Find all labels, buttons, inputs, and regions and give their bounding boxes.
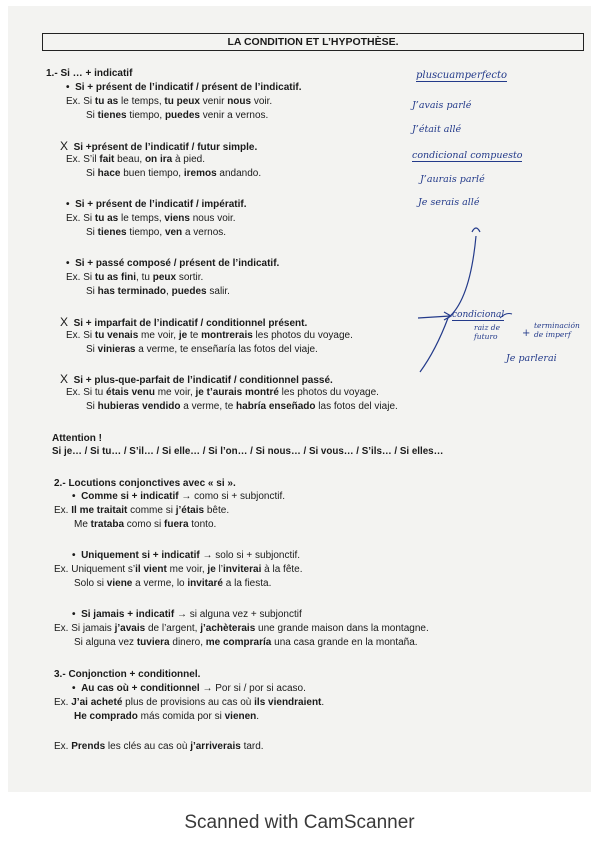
s2-item2-ex-es: Solo si viene a verme, lo invitaré a la fiesta.	[74, 578, 272, 589]
cross-mark-icon: X	[60, 315, 69, 329]
handwritten-note: raiz de futuro	[474, 323, 501, 341]
s3-ex1-fr: Ex. J’ai acheté plus de provisions au cas où ils viendraient.	[54, 697, 325, 708]
s1-item6-ex-fr: Ex. Si tu étais venu me voir, je t’aurais montré les photos du voyage.	[66, 387, 379, 398]
s1-item5-ex-fr: Ex. Si tu venais me voir, je te montrerais les photos du voyage.	[66, 330, 353, 341]
s1-item5-ex-es: Si vinieras a verme, te enseñaría las fotos del viaje.	[86, 344, 318, 355]
handwritten-note-condicional: condicional	[452, 310, 505, 320]
s3-ex1-es: He comprado más comida por si vienen.	[74, 711, 260, 722]
bullet-icon: •	[72, 550, 76, 561]
handwritten-note-condicional-compuesto: condicional compuesto	[412, 150, 523, 161]
s1-item3-ex-es: Si tienes tiempo, ven a vernos.	[86, 227, 227, 238]
s1-item1-ex-fr: Ex. Si tu as le temps, tu peux venir nous voir.	[66, 96, 273, 107]
s2-item3-ex-es: Si alguna vez tuviera dinero, me compraría una casa grande en la montaña.	[74, 637, 418, 648]
handwritten-note: J’avais parlé	[412, 100, 472, 111]
s2-item1-rule: • Comme si + indicatif → como si + subjonctif.	[72, 491, 286, 502]
handwritten-plus: +	[522, 328, 531, 339]
s2-item3-rule: • Si jamais + indicatif → si alguna vez + subjonctif	[72, 609, 302, 620]
s1-item4-ex-es: Si has terminado, puedes salir.	[86, 286, 230, 297]
footer-watermark: Scanned with CamScanner	[184, 812, 415, 833]
s2-item2-ex-fr: Ex. Uniquement s’il vient me voir, je l’inviterai à la fête.	[54, 564, 303, 575]
s1-item4-rule: • Si + passé composé / présent de l’indicatif.	[66, 258, 280, 269]
attention-line: Si je… / Si tu… / S’il… / Si elle… / Si l’on… / Si nous… / Si vous… / S’ils… / Si elles…	[52, 446, 444, 457]
s1-item4-ex-fr: Ex. Si tu as fini, tu peux sortir.	[66, 272, 204, 283]
s1-item2-rule: X Si +présent de l’indicatif / futur simple.	[60, 139, 258, 153]
handwritten-note: J’était allé	[412, 124, 462, 135]
section2-heading: 2.- Locutions conjonctives avec « si ».	[54, 478, 236, 489]
bullet-icon: •	[72, 491, 76, 502]
s1-item5-rule: X Si + imparfait de l’indicatif / conditionnel présent.	[60, 315, 308, 329]
s2-item3-ex-fr: Ex. Si jamais j’avais de l’argent, j’achèterais une grande maison dans la montagne.	[54, 623, 429, 634]
bullet-icon: •	[66, 258, 70, 269]
bullet-icon: •	[66, 199, 70, 210]
section3-heading: 3.- Conjonction + conditionnel.	[54, 669, 201, 680]
s1-item1-rule: • Si + présent de l’indicatif / présent de l’indicatif.	[66, 82, 302, 93]
s3-rule: • Au cas où + conditionnel → Por si / por si acaso.	[72, 683, 306, 694]
section1-heading: 1.- Si … + indicatif	[46, 68, 133, 79]
s2-item1-ex-fr: Ex. Il me traitait comme si j’étais bête.	[54, 505, 230, 516]
s1-item2-ex-es: Si hace buen tiempo, iremos andando.	[86, 168, 262, 179]
cross-mark-icon: X	[60, 372, 69, 386]
s2-item2-rule: • Uniquement si + indicatif → solo si + subjonctif.	[72, 550, 301, 561]
s1-item1-ex-es: Si tienes tiempo, puedes venir a vernos.	[86, 110, 269, 121]
s1-item2-ex-fr: Ex. S’il fait beau, on ira à pied.	[66, 154, 205, 165]
attention-label: Attention !	[52, 433, 102, 444]
s2-item1-ex-es: Me trataba como si fuera tonto.	[74, 519, 217, 530]
handwritten-note: Je parlerai	[506, 353, 557, 364]
handwritten-note: J’aurais parlé	[420, 174, 485, 185]
s1-item6-ex-es: Si hubieras vendido a verme, te habría enseñado las fotos del viaje.	[86, 401, 398, 412]
s1-item3-ex-fr: Ex. Si tu as le temps, viens nous voir.	[66, 213, 236, 224]
s3-ex2-fr: Ex. Prends les clés au cas où j’arriverais tard.	[54, 741, 264, 752]
s1-item6-rule: X Si + plus-que-parfait de l’indicatif / conditionnel passé.	[60, 372, 333, 386]
bullet-icon: •	[72, 683, 76, 694]
cross-mark-icon: X	[60, 139, 69, 153]
handwritten-note-pluscuamperfecto: pluscuamperfecto	[416, 70, 508, 81]
s1-item3-rule: • Si + présent de l’indicatif / impératif.	[66, 199, 247, 210]
handwritten-note: terminación de imperf	[534, 321, 580, 339]
handwritten-note: Je serais allé	[418, 197, 480, 208]
page-title: LA CONDITION ET L’HYPOTHÈSE.	[42, 33, 584, 51]
bullet-icon: •	[72, 609, 76, 620]
bullet-icon: •	[66, 82, 70, 93]
